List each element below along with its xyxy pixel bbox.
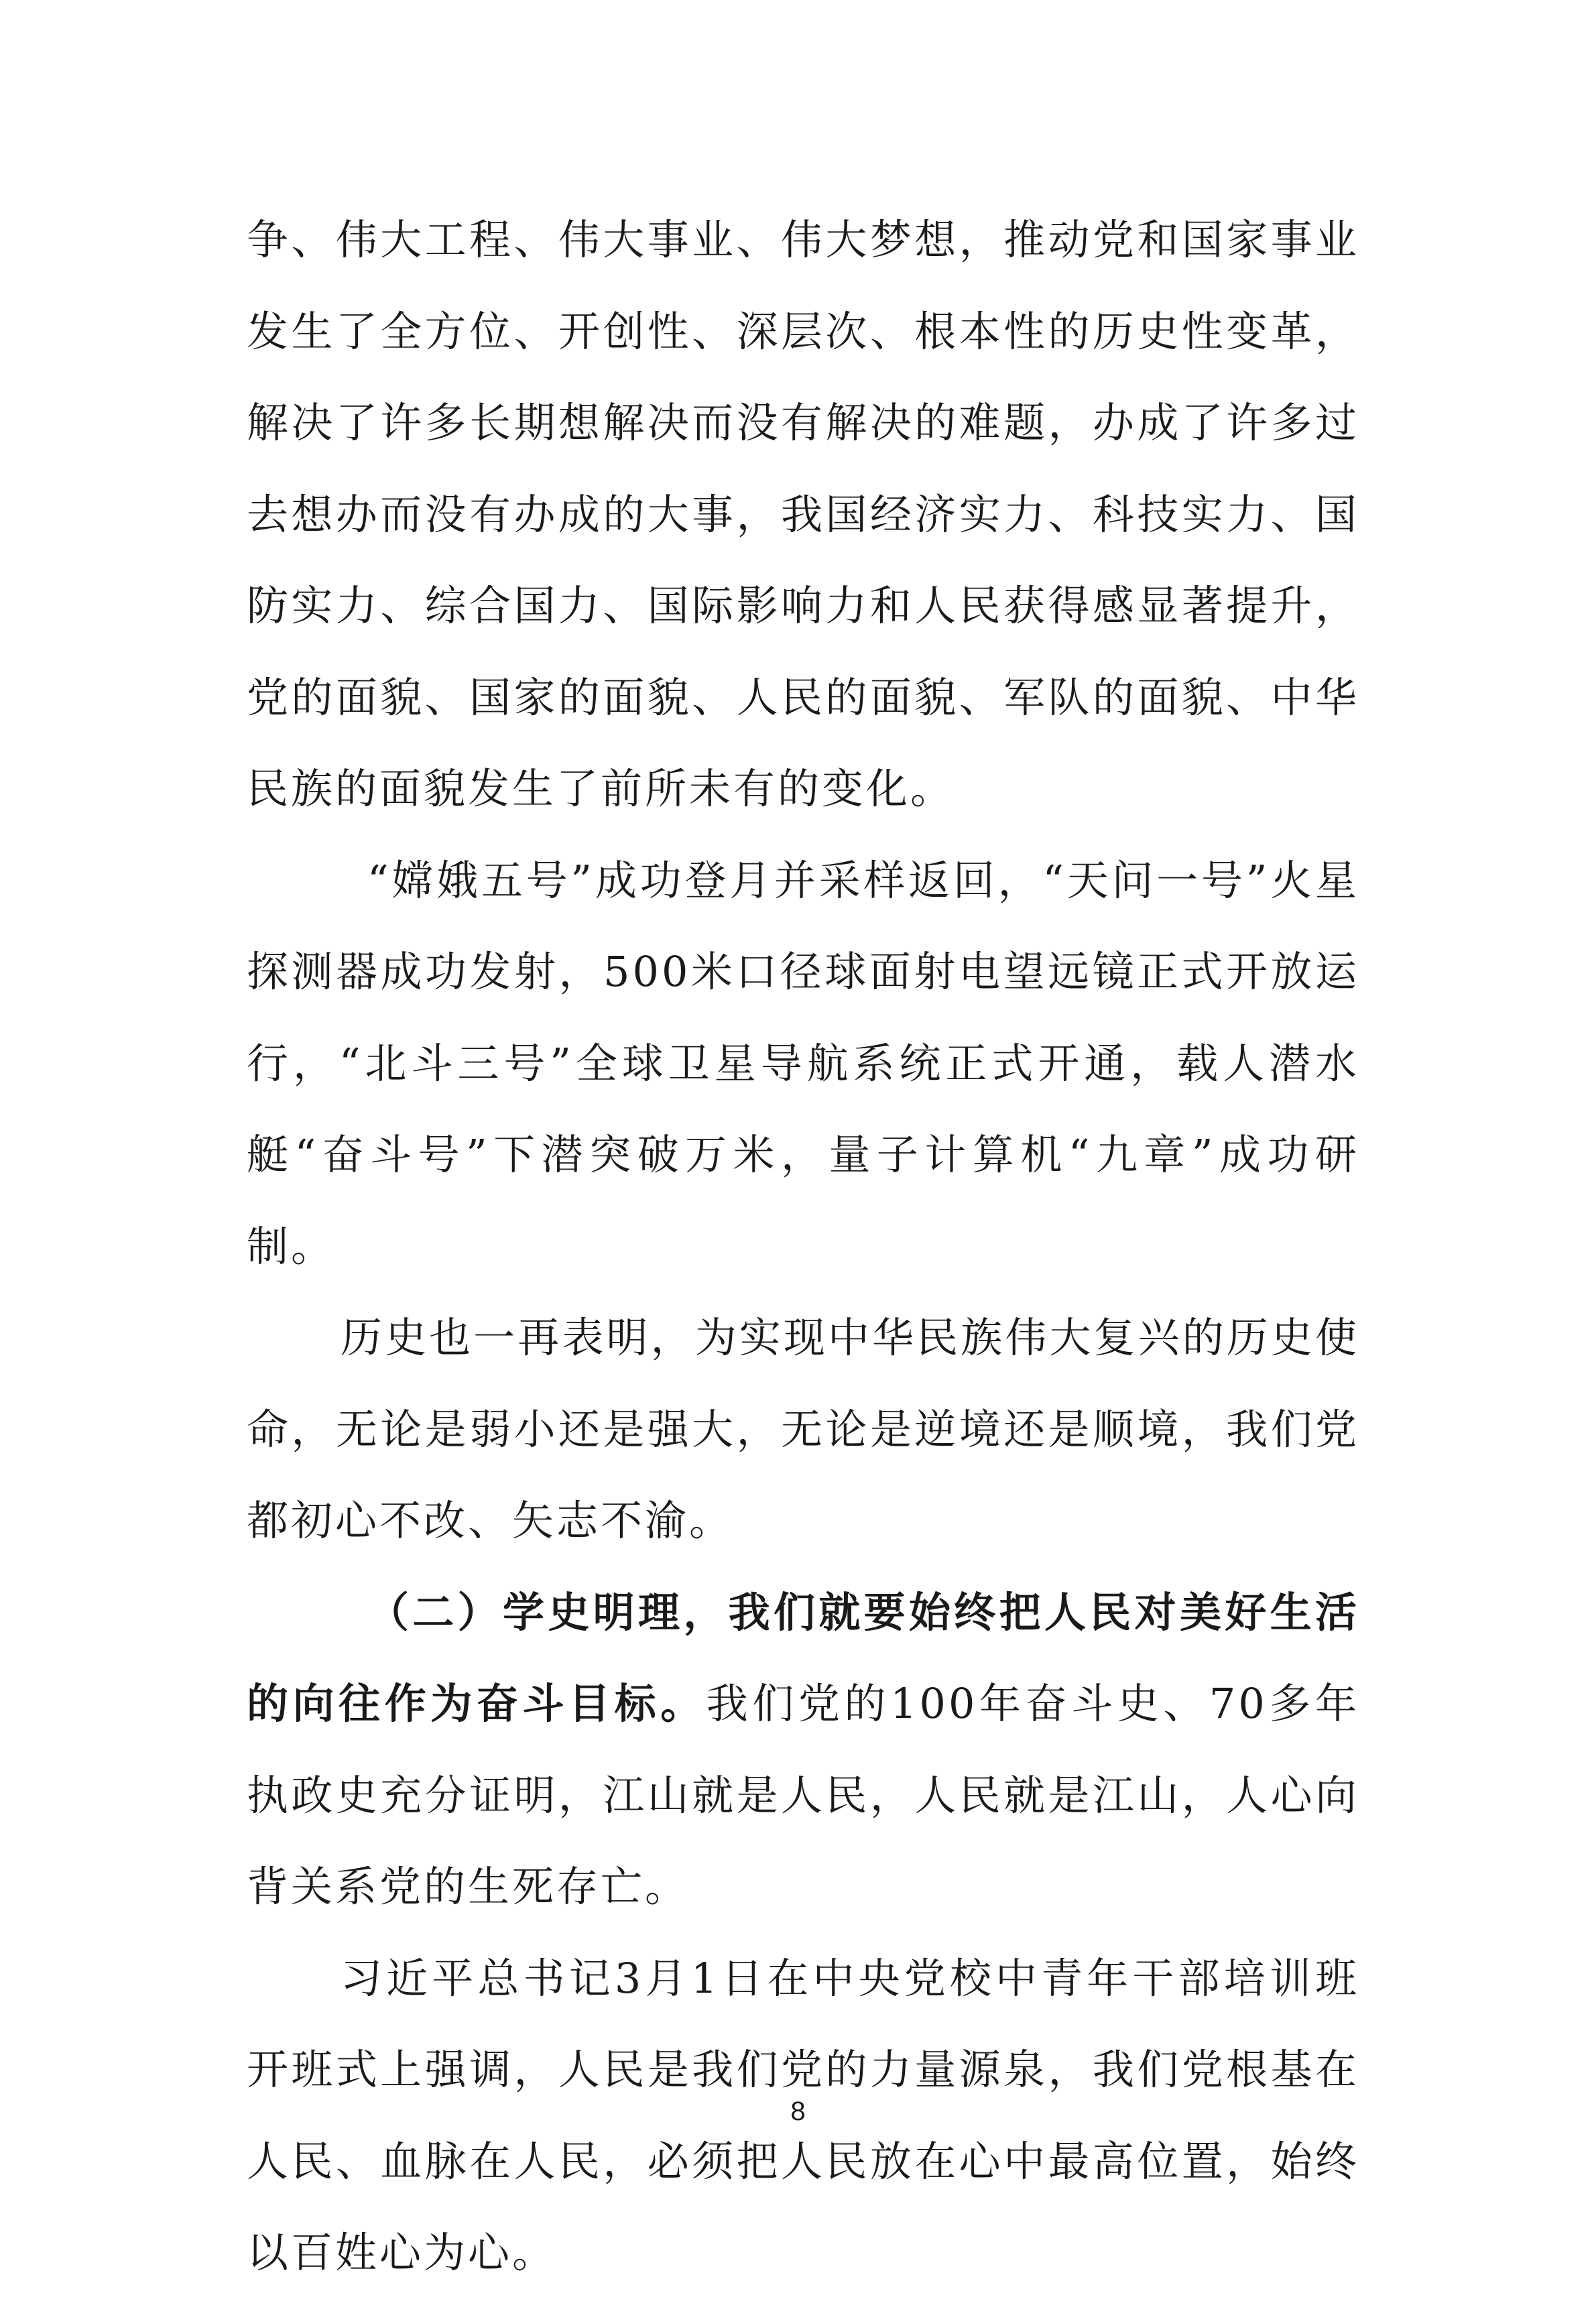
paragraph-space-achievements: “嫦娥五号”成功登月并采样返回，“天问一号”火星探测器成功发射，500米口径球面射电望远镜正式开放运行，“北斗三号”全球卫星导航系统正式开通，载人潜水艇“奋斗号”下潜突破万米，量子计算机“九章”成功研制。: [247, 855, 1359, 1271]
paragraph-history-shows: 历史也一再表明，为实现中华民族伟大复兴的历史使命，无论是弱小还是强大，无论是逆境还是顺境，我们党都初心不改、矢志不渝。: [247, 1313, 1359, 1545]
body-text: [247, 194, 1359, 2299]
paragraph-section-two: [247, 1567, 1359, 1933]
page-number: 8: [790, 2097, 806, 2126]
section-heading-bold: （二）学史明理，我们就要始终把人民对美好生活的向往作为奋斗目标。: [247, 1587, 1359, 1728]
paragraph-xi-speech: 习近平总书记3月1日在中央党校中青年干部培训班开班式上强调，人民是我们党的力量源泉，我们党根基在人民、血脉在人民，必须把人民放在心中最高位置，始终以百姓心为心。: [247, 1953, 1359, 2277]
section-two-text: 我们党的100年奋斗史、70多年执政史充分证明，江山就是人民，人民就是江山，人心向背关系党的生死存亡。: [247, 1679, 1359, 1911]
paragraph-continuation: 争、伟大工程、伟大事业、伟大梦想，推动党和国家事业发生了全方位、开创性、深层次、根本性的历史性变革，解决了许多长期想解决而没有解决的难题，办成了许多过去想办而没有办成的大事，我国经济实力、科技实力、国防实力、综合国力、国际影响力和人民获得感显著提升，党的面貌、国家的面貌、人民的面貌、军队的面貌、中华民族的面貌发生了前所未有的变化。: [247, 215, 1359, 813]
